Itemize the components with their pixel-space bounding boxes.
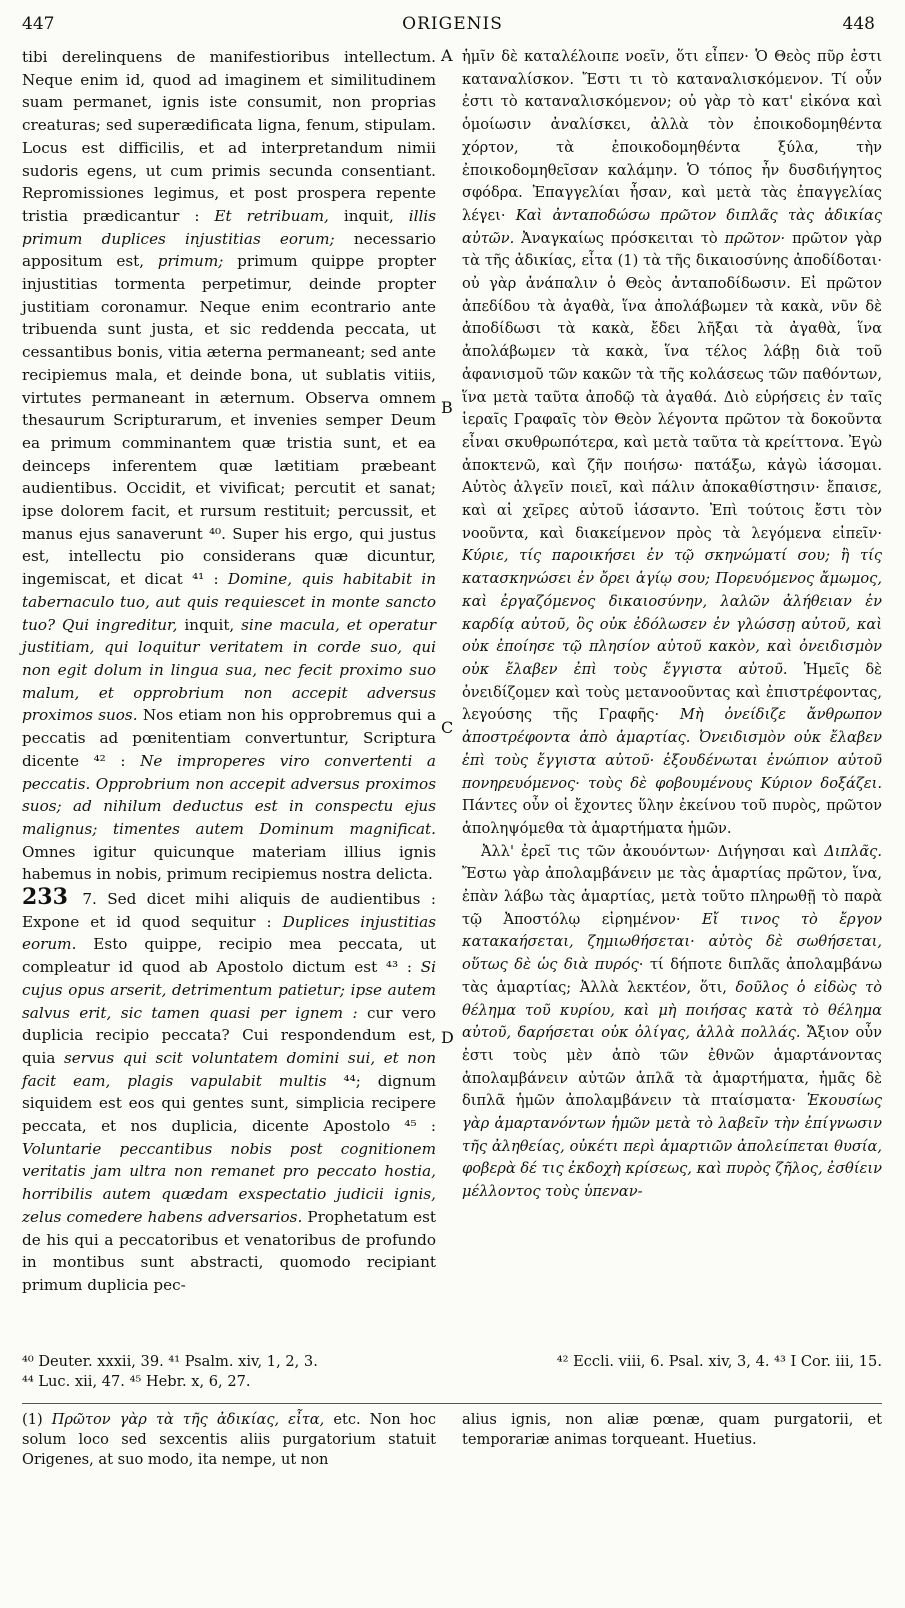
latin-paragraph-2: 233 7. Sed dicet mihi aliquis de audientibus : Expone et id quod sequitur : Duplices injustitias eorum. Esto quippe, recipio mea peccata, ut compleatur id quod ab Apostolo dictum est ⁴³ : Si cujus opus arserit, detrimentum patietur; ipse autem salvus erit, sic tamen quasi per ignem : cur vero duplicia recipio peccata? Cui respondendum est, quia servus qui scit voluntatem domini sui, et non facit eam, plagis vapulabit multis ⁴⁴; dignum siquidem est eos qui gentes sunt, simplicia recipere peccata, et nos duplicia, dicente Apostolo ⁴⁵ : Voluntarie peccantibus nobis post cognitionem veritatis jam ultra non remanet pro peccato hostia, horribilis autem quædam exspectatio judicii ignis, zelus comedere habens adversarios. Prophetatum est de his qui a peccatoribus et venatoribus de profundo in montibus sunt abstracti, quomodo recipiant primum duplicia pec-: [22, 884, 436, 1294]
editor-note-right: alius ignis, non aliæ pœnæ, quam purgatorii, et temporariæ animas torqueant. Huetius.: [462, 1411, 882, 1448]
margin-marker-a: A: [441, 46, 453, 65]
greek-paragraph-1: ἡμῖν δὲ καταλέλοιπε νοεῖν, ὅτι εἶπεν· Ὁ Θεὸς πῦρ ἐστι καταναλίσκον. Ἔστι τι τὸ καταναλισκόμενον. Τί οὖν ἐστι τὸ καταναλισκόμενον; οὐ γὰρ τὸ κατ' εἰκόνα καὶ ὁμοίωσιν ἀναλίσκει, ἀλλὰ τὸν ἐποικοδομηθέντα χόρτον, τὰ ἐποικοδομηθέντα ξύλα, τὴν ἐποικοδομηθεῖσαν καλάμην. Ὁ τόπος ἦν δυσδιήγητος σφόδρα. Ἐπαγγελίαι ἦσαν, καὶ μετὰ τὰς ἐπαγγελίας λέγει· Καὶ ἀνταποδώσω πρῶτον διπλᾶς τὰς ἀδικίας αὐτῶν. Ἀναγκαίως πρόσκειται τὸ πρῶτον· πρῶτον γὰρ τὰ τῆς ἀδικίας, εἶτα (1) τὰ τῆς δικαιοσύνης ἀποδίδοται· οὐ γὰρ ἀνάπαλιν ὁ Θεὸς ἀνταποδίδωσιν. Εἰ πρῶτον ἀπεδίδου τὰ ἀγαθὰ, ἵνα ἀπολάβωμεν τὰ κακὰ, νῦν δὲ ἀποδίδωσι τὰ κακὰ, ἔδει λῆξαι τὰ ἀγαθὰ, ἵνα ἀπολάβωμεν τὰ κακὰ, ἵνα τέλος λάβῃ διὰ τοῦ ἀφανισμοῦ τῶν κακῶν τὰ τῆς κολάσεως τῶν παθόντων, ἵνα μετὰ ταῦτα ἀποδῷ τὰ ἀγαθά. Διὸ εὑρήσεις ἐν ταῖς ἱεραῖς Γραφαῖς τὸν Θεὸν λέγοντα πρῶτον τὰ δοκοῦντα εἶναι σκυθρωπότερα, καὶ μετὰ ταῦτα τὰ κρείττονα. Ἐγὼ ἀποκτενῶ, καὶ ζῆν ποιήσω· πατάξω, κἀγὼ ἰάσομαι. Αὐτὸς ἀλγεῖν ποιεῖ, καὶ πάλιν ἀποκαθίστησιν· ἔπαισε, καὶ αἱ χεῖρες αὐτοῦ ἰάσαντο. Ἐπὶ τούτοις ἔστι τὸν νοοῦντα, καὶ διακείμενον πρὸς τὰ λεγόμενα εἰπεῖν· Κύριε, τίς παροικήσει ἐν τῷ σκηνώματί σου; ἢ τίς κατασκηνώσει ἐν ὄρει ἁγίῳ σου; Πορευόμενος ἄμωμος, καὶ ἐργαζόμενος δικαιοσύνην, λαλῶν ἀλήθειαν ἐν καρδίᾳ αὐτοῦ, ὃς οὐκ ἐδόλωσεν ἐν γλώσσῃ αὐτοῦ, καὶ οὐκ ἐποίησε τῷ πλησίον αὐτοῦ κακὸν, καὶ ὀνειδισμὸν οὐκ ἔλαβεν ἐπὶ τοὺς ἔγγιστα αὐτοῦ. Ἡμεῖς δὲ ὀνειδίζομεν καὶ τοὺς μετανοοῦντας καὶ ἐπιστρέφοντας, λεγούσης τῆς Γραφῆς· Μὴ ὀνείδιζε ἄνθρωπον ἀποστρέφοντα ἀπὸ ἁμαρτίας. Ὀνειδισμὸν οὐκ ἔλαβεν ἐπὶ τοὺς ἔγγιστα αὐτοῦ· ἐξουδένωται ἐνώπιον αὐτοῦ πονηρευόμενος· τοὺς δὲ φοβουμένους Κύριον δοξάζει. Πάντες οὖν οἱ ἔχοντες ὕλην ἐκείνου τοῦ πυρὸς, πρῶτον ἀποληψόμεθα τὰ ἁμαρτήματα ἡμῶν.: [462, 48, 883, 837]
margin-marker-b: B: [441, 398, 453, 417]
margin-marker-c: C: [441, 718, 454, 737]
section-number: 233: [22, 884, 68, 911]
footnote-divider: [22, 1403, 882, 1404]
running-header: [0, 14, 905, 38]
greek-paragraph-2: Ἀλλ' ἐρεῖ τις τῶν ἀκουόντων· Διήγησαι καὶ Διπλᾶς. Ἔστω γὰρ ἀπολαμβάνειν με τὰς ἁμαρτίας πρῶτον, ἵνα, ἐπὰν λάβω τὰς ἁμαρτίας, μετὰ τοῦτο πληρωθῇ τὸ παρὰ τῷ Ἀποστόλῳ εἰρημένον· Εἴ τινος τὸ ἔργον κατακαήσεται, ζημιωθήσεται· αὐτὸς δὲ σωθήσεται, οὕτως δὲ ὡς διὰ πυρός· τί δήποτε διπλᾶς ἀπολαμβάνω τὰς ἁμαρτίας; Ἀλλὰ λεκτέον, ὅτι, δοῦλος ὁ εἰδὼς τὸ θέλημα τοῦ κυρίου, καὶ μὴ ποιήσας κατὰ τὸ θέλημα αὐτοῦ, δαρήσεται οὐκ ὀλίγας, ἀλλὰ πολλάς. Ἄξιον οὖν ἐστι τοὺς μὲν ἀπὸ τῶν ἐθνῶν ἁμαρτάνοντας ἀπολαμβάνειν αὐτῶν ἁπλᾶ τὰ ἁμαρτήματα, ἡμᾶς δὲ διπλᾶ ἡμῶν ἀπολαμβάνειν τὰ πταίσματα· Ἑκουσίως γὰρ ἁμαρτανόντων ἡμῶν μετὰ τὸ λαβεῖν τὴν ἐπίγνωσιν τῆς ἀληθείας, οὐκέτι περὶ ἁμαρτιῶν ἀπολείπεται θυσία, φοβερὰ δέ τις ἐκδοχὴ κρίσεως, καὶ πυρὸς ζῆλος, ἐσθίειν μέλλοντος τοὺς ὑπεναν-: [462, 842, 883, 1201]
footnote-row-2: ⁴⁴ Luc. xii, 47. ⁴⁵ Hebr. x, 6, 27.: [22, 1373, 251, 1390]
latin-column: [22, 46, 436, 1297]
page-number-left: 447: [22, 14, 55, 34]
greek-column: [462, 46, 882, 1204]
latin-paragraph-1: tibi derelinquens de manifestioribus intellectum. Neque enim id, quod ad imaginem et similitudinem suam permanet, ignis iste consumit, non proprias creaturas; sed superædificata ligna, fenum, stipulam. Locus est difficilis, et ad interpretandum nimii sudoris egens, ut cum primis secunda consentiant. Repromissiones legimus, et post prospera repente tristia prædicantur : Et retribuam, inquit, illis primum duplices injustitias eorum; necessario appositum est, primum; primum quippe propter injustitias tormenta perpetimur, deinde propter justitiam coronamur. Neque enim econtrario ante tribuenda sunt justa, et sic reddenda peccata, ut cessantibus bonis, vitia æterna permaneant; sed ante recipiemus mala, et deinde bona, ut sublatis vitiis, virtutes permaneant in æternum. Observa omnem thesaurum Scripturarum, et invenies semper Deum ea primum comminantem quæ tristia sunt, et ea deinceps inferentem quæ lætitiam præbeant audientibus. Occidit, et vivificat; percutit et sanat; ipse dolorem facit, et rursum restituit; percussit, et manus ejus sanaverunt ⁴⁰. Super his ergo, qui justus est, intellectu pio considerans quæ dicuntur, ingemiscat, et dicat ⁴¹ : Domine, quis habitabit in tabernaculo tuo, aut quis requiescet in monte sancto tuo? Qui ingreditur, inquit, sine macula, et operatur justitiam, qui loquitur veritatem in corde suo, qui non egit dolum in lingua sua, nec fecit proximo suo malum, et opprobrium non accepit adversus proximos suos. Nos etiam non his opprobremus qui a peccatis ad pœnitentiam convertuntur, Scriptura dicente ⁴² : Ne improperes viro convertenti a peccatis. Opprobrium non accepit adversus proximos suos; ad nihilum deductus est in conspectu ejus malignus; timentes autem Dominum magnificat. Omnes igitur quicunque materiam illius ignis habemus in nobis, primum recipiemus nostra delicta.: [22, 48, 436, 884]
footnotes: [22, 1352, 882, 1392]
margin-marker-d: D: [441, 1028, 454, 1047]
footnote-row: [22, 1352, 882, 1372]
footnote-refs-right: ⁴² Eccli. viii, 6. Psal. xiv, 3, 4. ⁴³ I Cor. iii, 15.: [556, 1353, 882, 1370]
running-title: ORIGENIS: [402, 14, 503, 34]
editor-note-left: (1) Πρῶτον γὰρ τὰ τῆς ἀδικίας, εἶτα, etc. Non hoc solum loco sed sexcentis aliis purgatorium statuit Origenes, at suo modo, ita nempe, ut non: [22, 1411, 437, 1468]
page-number-right: 448: [842, 14, 875, 34]
footnote-refs-left: ⁴⁰ Deuter. xxxii, 39. ⁴¹ Psalm. xiv, 1, 2, 3.: [22, 1353, 318, 1370]
